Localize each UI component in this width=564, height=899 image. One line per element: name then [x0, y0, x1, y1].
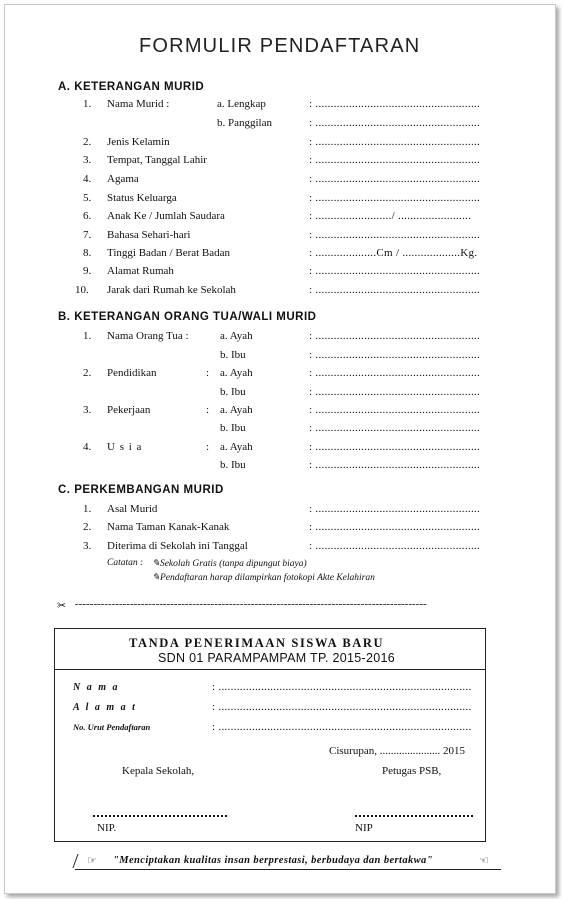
fill-in-blank[interactable]: : ........................./ ........................	[309, 210, 472, 222]
row-label: U s i a	[107, 441, 143, 453]
row-label: Nama Murid :	[107, 98, 170, 110]
row-sub: a. Ayah	[220, 404, 253, 416]
fill-in-blank[interactable]: : ......................................................	[309, 349, 481, 361]
pen-icon: ✎	[152, 573, 160, 583]
motto-text: "Menciptakan kualitas insan berprestasi, berbudaya dan bertakwa"	[113, 855, 433, 866]
row-label: Asal Murid	[107, 503, 158, 515]
row-label: Bahasa Sehari-hari	[107, 229, 191, 241]
row-label: Tinggi Badan / Berat Badan	[107, 247, 231, 259]
section-b-heading: B. KETERANGAN ORANG TUA/WALI MURID	[58, 311, 317, 323]
left-signature-line[interactable]	[93, 815, 227, 817]
right-signatory: Petugas PSB,	[382, 765, 442, 777]
fill-in-blank[interactable]: : ......................................................	[309, 154, 481, 166]
row-label: Nama Orang Tua :	[107, 330, 189, 342]
row-sub: a. Ayah	[220, 367, 253, 379]
receipt-box	[54, 628, 486, 842]
fill-in-blank[interactable]: : ....................Cm / ...................Kg.	[309, 247, 478, 259]
row-label: Jenis Kelamin	[107, 136, 170, 148]
right-nip: NIP	[355, 822, 373, 834]
pointing-hand-icon: ☜	[479, 854, 489, 867]
row-num: 7.	[83, 229, 92, 241]
row-colon: :	[206, 404, 210, 416]
row-num: 3.	[83, 154, 92, 166]
left-signatory: Kepala Sekolah,	[122, 765, 195, 777]
row-num: 8.	[83, 247, 92, 259]
row-num: 3.	[83, 404, 92, 416]
row-sub: a. Ayah	[220, 441, 253, 453]
row-label: Nama Taman Kanak-Kanak	[107, 521, 230, 533]
row-sub: a. Lengkap	[217, 98, 266, 110]
place-date: Cisurupan, ...................... 2015	[329, 745, 465, 757]
receipt-subtitle: SDN 01 PARAMPAMPAM TP. 2015-2016	[158, 651, 396, 665]
fill-in-blank[interactable]: : ......................................................	[309, 441, 481, 453]
fill-in-blank[interactable]: : ......................................................	[309, 192, 481, 204]
row-num: 2.	[83, 367, 92, 379]
row-num: 5.	[83, 192, 92, 204]
row-sub: b. Ibu	[220, 459, 246, 471]
receipt-field-label: No. Urut Pendaftaran	[73, 722, 151, 732]
receipt-field-label: A l a m a t	[73, 702, 137, 713]
row-sub: b. Ibu	[220, 422, 246, 434]
row-num: 2.	[83, 521, 92, 533]
row-num: 4.	[83, 441, 92, 453]
row-num: 10.	[75, 284, 89, 296]
receipt-title: TANDA PENERIMAAN SISWA BARU	[129, 636, 385, 650]
note-label: Catatan :	[107, 558, 144, 568]
row-label: Agama	[107, 173, 139, 185]
fill-in-blank[interactable]: : ......................................................	[309, 284, 481, 296]
fill-in-blank[interactable]: : ......................................................	[309, 229, 481, 241]
receipt-fill-in-blank[interactable]: : ...................................................................................	[212, 681, 472, 693]
form-title: FORMULIR PENDAFTARAN	[139, 35, 421, 57]
cut-line: ------------------------------------------------------------------------------------------------	[75, 598, 427, 610]
row-sub: b. Ibu	[220, 386, 246, 398]
row-label: Pendidikan	[107, 367, 157, 379]
fill-in-blank[interactable]: : ......................................................	[309, 173, 481, 185]
left-nip: NIP.	[97, 822, 117, 834]
fill-in-blank[interactable]: : ......................................................	[309, 98, 481, 110]
section-c-heading: C. PERKEMBANGAN MURID	[58, 484, 224, 496]
fill-in-blank[interactable]: : ......................................................	[309, 330, 481, 342]
row-colon: :	[206, 367, 210, 379]
fill-in-blank[interactable]: : ......................................................	[309, 540, 481, 552]
row-label: Diterima di Sekolah ini Tanggal	[107, 540, 248, 552]
fill-in-blank[interactable]: : ......................................................	[309, 117, 481, 129]
receipt-divider	[55, 669, 485, 670]
note-item: ✎Sekolah Gratis (tanpa dipungut biaya)	[152, 559, 307, 569]
pointing-hand-icon: ☞	[87, 854, 97, 867]
row-sub: a. Ayah	[220, 330, 253, 342]
pen-icon: ✎	[152, 559, 160, 569]
right-signature-line[interactable]	[355, 815, 473, 817]
section-a-heading: A. KETERANGAN MURID	[58, 81, 205, 93]
fill-in-blank[interactable]: : ......................................................	[309, 503, 481, 515]
row-num: 1.	[83, 330, 92, 342]
row-num: 3.	[83, 540, 92, 552]
row-num: 1.	[83, 98, 92, 110]
fill-in-blank[interactable]: : ......................................................	[309, 459, 481, 471]
row-label: Pekerjaan	[107, 404, 151, 416]
row-num: 1.	[83, 503, 92, 515]
fill-in-blank[interactable]: : ......................................................	[309, 265, 481, 277]
row-colon: :	[206, 441, 210, 453]
fill-in-blank[interactable]: : ......................................................	[309, 136, 481, 148]
row-label: Tempat, Tanggal Lahir	[107, 154, 207, 166]
row-num: 9.	[83, 265, 92, 277]
row-label: Status Keluarga	[107, 192, 177, 204]
receipt-field-label: N a m a	[73, 682, 120, 693]
fill-in-blank[interactable]: : ......................................................	[309, 386, 481, 398]
row-sub: b. Ibu	[220, 349, 246, 361]
note-item: ✎Pendaftaran harap dilampirkan fotokopi Akte Kelahiran	[152, 573, 375, 583]
scissors-icon: ✂	[57, 599, 67, 612]
row-label: Alamat Rumah	[107, 265, 174, 277]
motto-underline	[75, 869, 501, 870]
row-num: 6.	[83, 210, 92, 222]
fill-in-blank[interactable]: : ......................................................	[309, 521, 481, 533]
receipt-fill-in-blank[interactable]: : ...................................................................................	[212, 721, 472, 733]
row-sub: b. Panggilan	[217, 117, 272, 129]
row-num: 4.	[83, 173, 92, 185]
motto-bracket-left	[72, 854, 80, 868]
row-label: Jarak dari Rumah ke Sekolah	[107, 284, 236, 296]
row-num: 2.	[83, 136, 92, 148]
fill-in-blank[interactable]: : ......................................................	[309, 367, 481, 379]
motto-bar	[75, 854, 501, 868]
registration-form-page	[4, 4, 556, 894]
fill-in-blank[interactable]: : ......................................................	[309, 422, 481, 434]
fill-in-blank[interactable]: : ......................................................	[309, 404, 481, 416]
receipt-fill-in-blank[interactable]: : ...................................................................................	[212, 701, 472, 713]
row-label: Anak Ke / Jumlah Saudara	[107, 210, 225, 222]
